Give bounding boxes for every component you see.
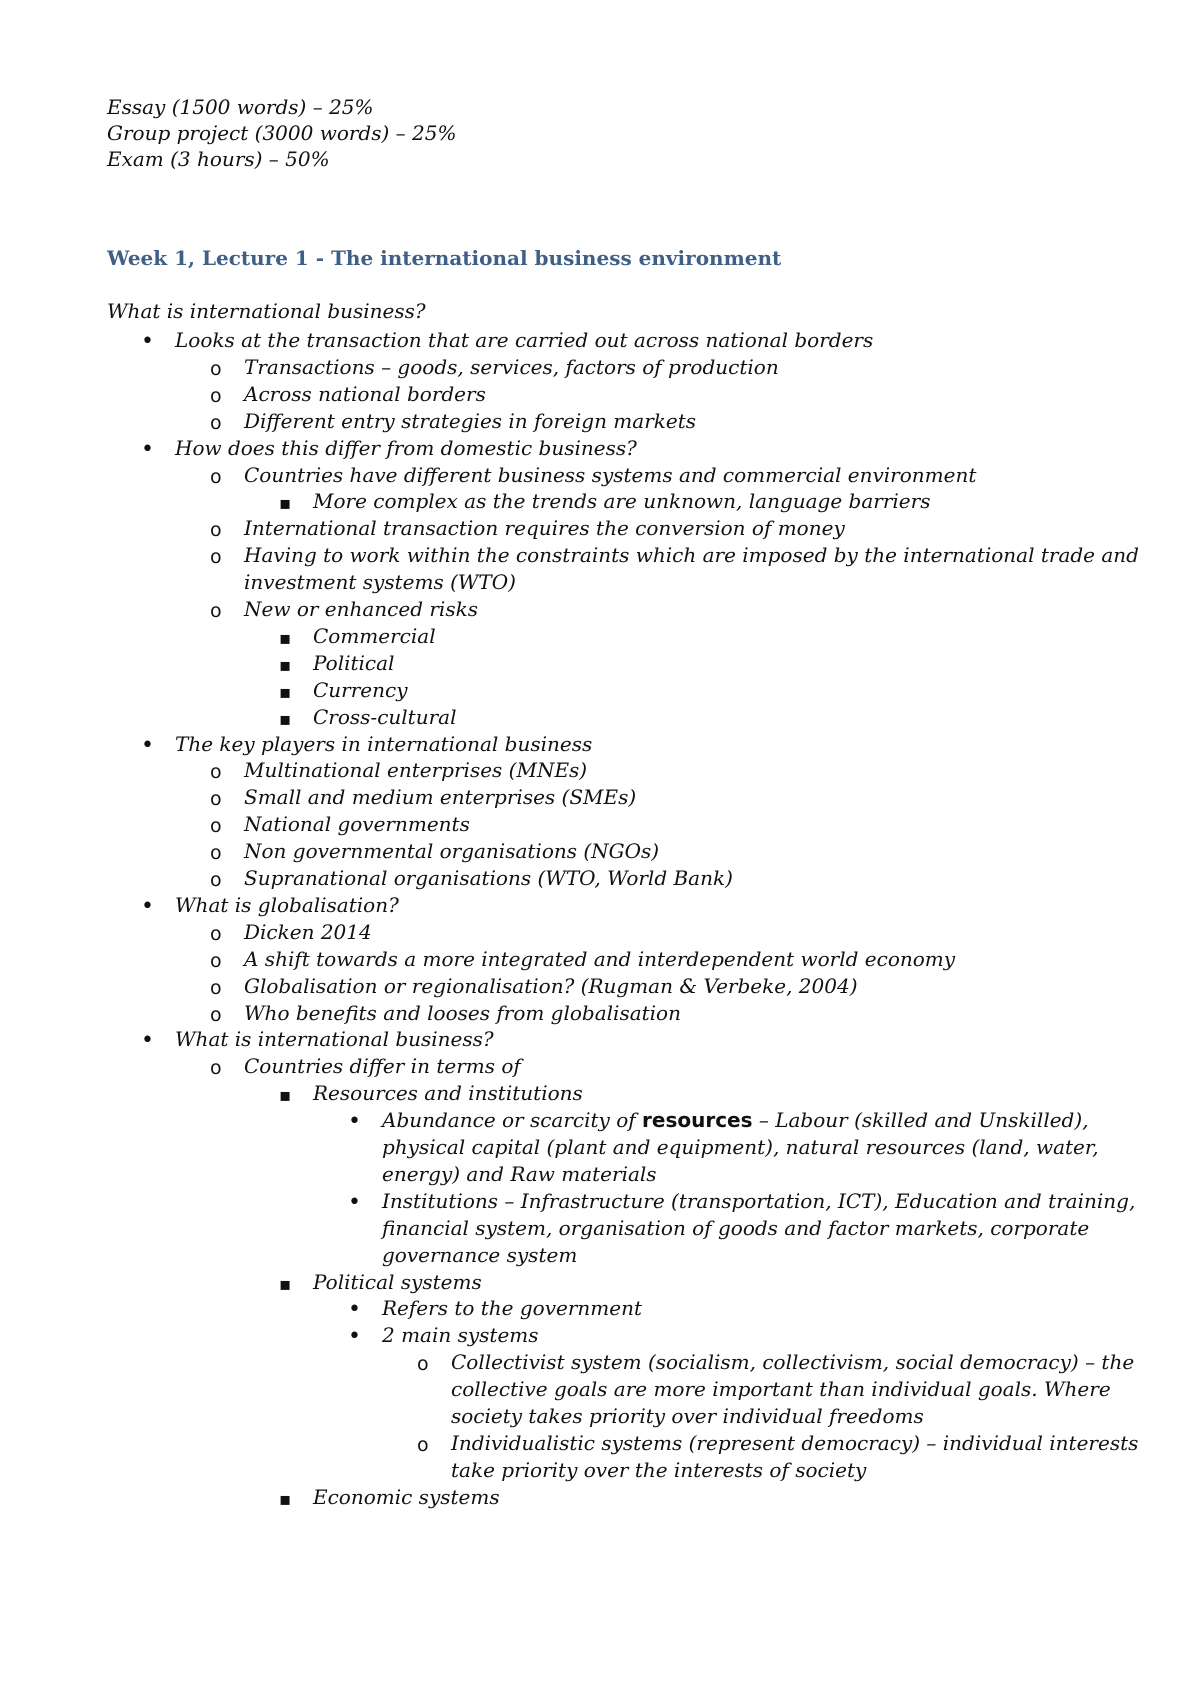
bullet-marker-icon: [210, 812, 222, 840]
bullet-marker-icon: [279, 489, 291, 517]
outline-item-level-3: [313, 488, 930, 515]
outline-item-text: What is international business?: [175, 1027, 494, 1052]
outline-item-level-1: [175, 731, 592, 758]
outline-item-level-2: [244, 865, 733, 892]
outline-item-level-1: [175, 1026, 494, 1053]
outline-item-text: investment systems (WTO): [244, 570, 516, 595]
intro-question: What is international business?: [107, 299, 426, 323]
outline-item-level-3: [313, 704, 456, 731]
outline-item-text: Institutions – Infrastructure (transportation, ICT), Education and training,: [382, 1188, 1136, 1213]
bullet-marker-icon: [210, 758, 222, 786]
bullet-marker-icon: [279, 651, 291, 679]
bullet-marker-icon: [141, 732, 154, 759]
outline-item-text: collective goals are more important than individual goals. Where: [451, 1377, 1111, 1402]
outline-item-level-3: [313, 623, 436, 650]
bullet-marker-icon: [279, 705, 291, 733]
bullet-marker-icon: [348, 1189, 361, 1216]
bullet-marker-icon: [210, 920, 222, 948]
outline-item-text: physical capital (plant and equipment), natural resources (land, water,: [382, 1135, 1099, 1159]
outline-item-level-2: [244, 757, 587, 784]
outline-item-text: Collectivist system (socialism, collectivism, social democracy) – the: [451, 1350, 1135, 1375]
outline-item-text: Having to work within the constraints which are imposed by the international trade and: [244, 543, 1139, 568]
outline-item-level-3: [313, 1269, 482, 1296]
outline-item-text: Currency: [313, 677, 408, 702]
outline-item-text: Refers to the government: [382, 1296, 642, 1321]
outline-item-text: 2 main systems: [382, 1323, 539, 1348]
outline-item-level-2: [244, 784, 636, 811]
outline-item-level-2: [244, 811, 470, 838]
bullet-marker-icon: [210, 974, 222, 1002]
bullet-marker-icon: [210, 355, 222, 383]
outline-item-level-4: [382, 1295, 642, 1322]
outline-item-level-5: [451, 1430, 1138, 1457]
outline-item-continuation: [382, 1134, 1099, 1161]
bullet-marker-icon: [210, 409, 222, 437]
outline-item-level-1: [175, 892, 399, 919]
bullet-marker-icon: [279, 678, 291, 706]
bullet-marker-icon: [141, 328, 154, 355]
assessment-group-project: Group project (3000 words) – 25%: [107, 121, 457, 145]
outline-item-text: Abundance or scarcity of: [382, 1108, 643, 1133]
outline-item-text: Political: [313, 650, 395, 675]
outline-item-text: Different entry strategies in foreign markets: [244, 408, 697, 433]
bullet-marker-icon: [141, 1027, 154, 1054]
bullet-marker-icon: [141, 893, 154, 920]
outline-item-text: Cross-cultural: [313, 704, 457, 729]
outline-item-text: Supranational organisations (WTO, World Bank): [244, 866, 733, 890]
outline-item-level-5: [451, 1349, 1134, 1376]
outline-item-level-2: [244, 354, 779, 381]
outline-item-continuation: [382, 1161, 657, 1188]
bullet-marker-icon: [348, 1323, 361, 1350]
outline-item-text: Political systems: [313, 1269, 482, 1294]
bullet-marker-icon: [279, 624, 291, 652]
bullet-marker-icon: [210, 785, 222, 813]
outline-item-level-4: [382, 1107, 1089, 1134]
outline-item-level-2: [244, 1053, 521, 1080]
outline-item-text: Dicken 2014: [244, 919, 372, 944]
outline-item-text: National governments: [244, 812, 470, 837]
outline-item-text: Who benefits and looses from globalisation: [244, 1000, 681, 1025]
bullet-marker-icon: [210, 543, 222, 571]
bullet-marker-icon: [210, 463, 222, 491]
outline-item-level-4: [382, 1188, 1135, 1215]
bullet-marker-icon: [210, 382, 222, 410]
outline-item-level-2: [244, 408, 696, 435]
outline-item-text: Economic systems: [313, 1484, 500, 1509]
outline-item-text: Transactions – goods, services, factors of production: [244, 354, 779, 379]
bullet-marker-icon: [348, 1108, 361, 1135]
outline-item-level-4: [382, 1322, 539, 1349]
outline-item-text: What is globalisation?: [175, 892, 399, 917]
bullet-marker-icon: [417, 1431, 429, 1459]
outline-item-text: financial system, organisation of goods and factor markets, corporate: [382, 1215, 1090, 1240]
outline-item-level-2: [244, 946, 955, 973]
outline-item-level-2: [244, 515, 845, 542]
outline-item-continuation: [244, 569, 516, 596]
outline-item-level-1: [175, 435, 637, 462]
bullet-marker-icon: [348, 1296, 361, 1323]
bullet-marker-icon: [141, 436, 154, 463]
outline-item-level-3: [313, 1484, 500, 1511]
bullet-marker-icon: [279, 1270, 291, 1298]
outline-item-text: A shift towards a more integrated and interdependent world economy: [244, 946, 956, 971]
outline-item-text: Individualistic systems (represent democracy) – individual interests: [451, 1430, 1139, 1455]
outline-item-text: How does this differ from domestic business?: [175, 435, 637, 460]
bullet-marker-icon: [210, 866, 222, 894]
outline-item-continuation: [451, 1376, 1111, 1403]
outline-item-text: Commercial: [313, 623, 436, 648]
bullet-marker-icon: [210, 1054, 222, 1082]
outline-item-text: society takes priority over individual freedoms: [451, 1404, 924, 1428]
outline-item-text: Globalisation or regionalisation? (Rugman & Verbeke, 2004): [244, 973, 858, 998]
outline-item-level-1: [175, 327, 873, 354]
bullet-marker-icon: [210, 516, 222, 544]
outline-item-level-2: [244, 542, 1139, 569]
outline-item-emphasis: resources: [642, 1108, 753, 1133]
bullet-marker-icon: [417, 1350, 429, 1378]
outline-item-level-2: [244, 919, 372, 946]
outline-item-level-3: [313, 650, 394, 677]
assessment-exam: Exam (3 hours) – 50%: [107, 147, 330, 171]
bullet-marker-icon: [279, 1485, 291, 1513]
outline-item-text: Across national borders: [244, 381, 486, 406]
outline-item-text: Non governmental organisations (NGOs): [244, 839, 660, 864]
outline-item-continuation: [382, 1242, 577, 1269]
outline-item-level-2: [244, 973, 858, 1000]
outline-item-level-2: [244, 462, 976, 489]
bullet-marker-icon: [210, 947, 222, 975]
section-heading: Week 1, Lecture 1 - The international business environment: [107, 246, 782, 270]
outline-item-level-2: [244, 1000, 681, 1027]
outline-item-text: New or enhanced risks: [244, 597, 478, 621]
outline-item-level-2: [244, 596, 478, 623]
outline-item-text: take priority over the interests of society: [451, 1457, 867, 1482]
outline-item-text: International transaction requires the conversion of money: [244, 516, 845, 541]
outline-item-text: Countries have different business systems and commercial environment: [244, 462, 977, 487]
outline-item-text: governance system: [382, 1242, 578, 1267]
outline-item-level-3: [313, 677, 408, 704]
bullet-marker-icon: [210, 597, 222, 625]
outline-item-level-3: [313, 1080, 583, 1107]
assessment-essay: Essay (1500 words) – 25%: [107, 95, 374, 119]
outline-item-text: Resources and institutions: [313, 1081, 583, 1106]
outline-item-level-2: [244, 381, 486, 408]
outline-item-text: Looks at the transaction that are carried out across national borders: [175, 328, 874, 352]
outline-item-text: Small and medium enterprises (SMEs): [244, 785, 637, 810]
outline-item-text: More complex as the trends are unknown, language barriers: [313, 489, 931, 514]
outline-item-text: Multinational enterprises (MNEs): [244, 758, 588, 783]
outline-item-continuation: [451, 1403, 924, 1430]
outline-item-level-2: [244, 838, 659, 865]
outline-item-continuation: [382, 1215, 1089, 1242]
outline-item-continuation: [451, 1457, 866, 1484]
bullet-marker-icon: [210, 839, 222, 867]
outline-item-text: Countries differ in terms of: [244, 1054, 521, 1079]
outline-item-text-after: – Labour (skilled and Unskilled),: [752, 1108, 1089, 1133]
bullet-marker-icon: [279, 1081, 291, 1109]
outline-item-text: The key players in international business: [175, 731, 593, 756]
outline-item-text: energy) and Raw materials: [382, 1161, 657, 1186]
bullet-marker-icon: [210, 1001, 222, 1029]
